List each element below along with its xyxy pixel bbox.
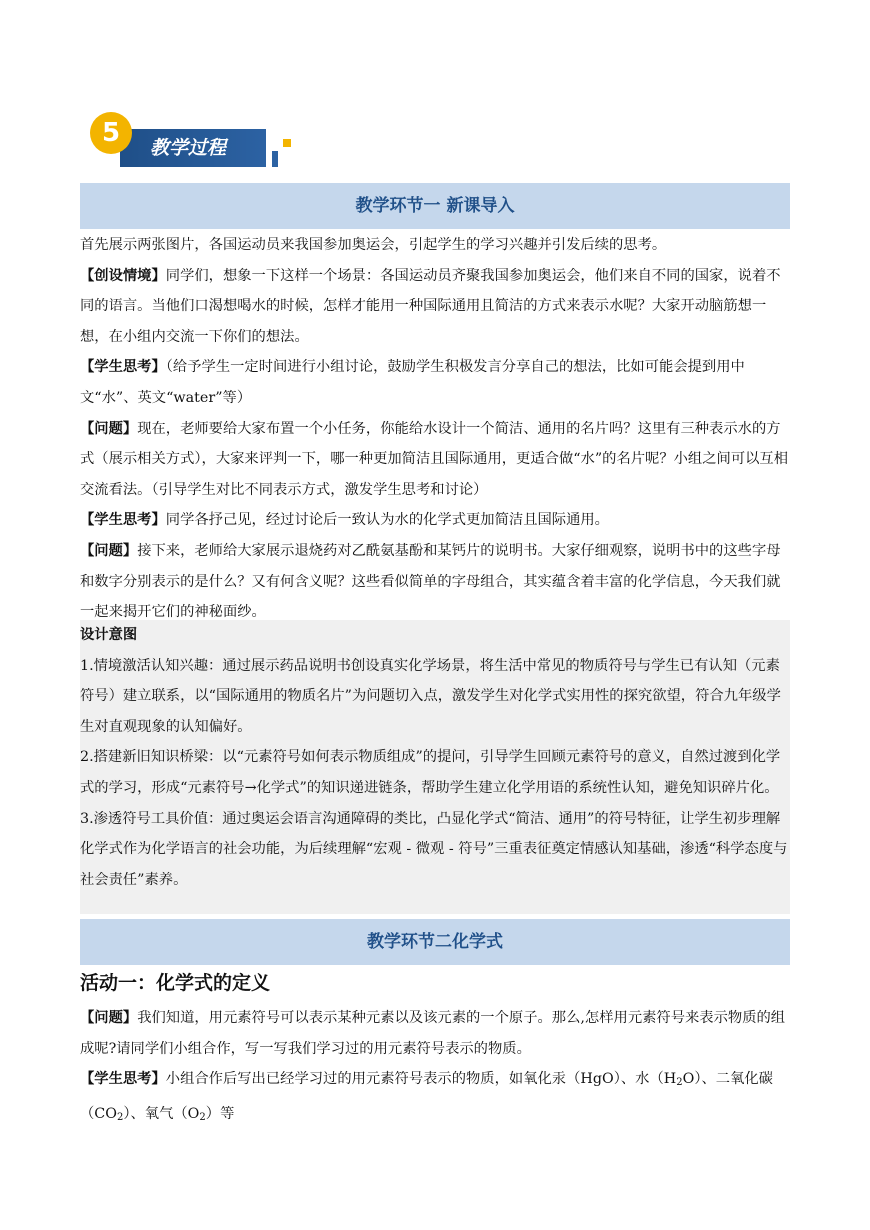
- decor-stripe: [272, 151, 278, 167]
- section-number: 5: [90, 112, 132, 154]
- paragraph: 首先展示两张图片，各国运动员来我国参加奥运会，引起学生的学习兴趣并引发后续的思考。: [80, 237, 667, 253]
- activity-title: 活动一：化学式的定义: [80, 972, 271, 994]
- design-intent-title: 设计意图: [80, 627, 138, 643]
- design-intent-item: 2.搭建新旧知识桥梁：以“元素符号如何表示物质组成”的提问，引导学生回顾元素符号的意义，自然过渡到化学式的学习，形成“元素符号→化学式”的知识递进链条，帮助学生建立化学用语的系统性认知，避免知识碎片化。: [80, 749, 781, 796]
- paragraph: 【学生思考】（给予学生一定时间进行小组讨论，鼓励学生积极发言分享自己的想法，比如可能会提到用中文“水”、英文“water”等）: [80, 359, 745, 406]
- design-intent-item: 3.渗透符号工具价值：通过奥运会语言沟通障碍的类比，凸显化学式“简洁、通用”的符号特征，让学生初步理解化学式作为化学语言的社会功能，为后续理解“宏观 - 微观 - 符号”三重表征奠定情感认知基础，渗透“科学态度与社会责任”素养。: [80, 810, 788, 888]
- section2-body: [80, 1003, 792, 1133]
- section1-body: [80, 230, 792, 628]
- section-title: 教学过程: [150, 137, 227, 159]
- paragraph: 【问题】接下来，老师给大家展示退烧药对乙酰氨基酚和某钙片的说明书。大家仔细观察，说明书中的这些字母和数字分别表示的是什么？又有何含义呢？这些看似简单的字母组合，其实蕴含着丰富的化学信息，今天我们就一起来揭开它们的神秘面纱。: [80, 542, 781, 621]
- section1-banner: 教学环节一 新课导入: [80, 183, 790, 229]
- paragraph: 【问题】现在，老师要给大家布置一个小任务，你能给水设计一个简洁、通用的名片吗？这里有三种表示水的方式（展示相关方式），大家来评判一下，哪一种更加简洁且国际通用，更适合做“水”的名片呢？小组之间可以互相交流看法。（引导学生对比不同表示方式，激发学生思考和讨论）: [80, 420, 789, 498]
- decor-dot: [283, 139, 291, 147]
- section-badge: [90, 112, 290, 172]
- section-title-bar: [120, 129, 266, 167]
- paragraph: 【创设情境】同学们，想象一下这样一个场景：各国运动员齐聚我国参加奥运会，他们来自不同的国家，说着不同的语言。当他们口渴想喝水的时候，怎样才能用一种国际通用且简洁的方式来表示水呢？大家开动脑筋想一想，在小组内交流一下你们的想法。: [80, 267, 781, 345]
- paragraph: 【问题】我们知道，用元素符号可以表示某种元素以及该元素的一个原子。那么,怎样用元素符号来表示物质的组成呢?请同学们小组合作，写一写我们学习过的用元素符号表示的物质。: [80, 1010, 786, 1057]
- design-intent-item: 1.情境激活认知兴趣：通过展示药品说明书创设真实化学场景，将生活中常见的物质符号与学生已有认知（元素符号）建立联系，以“国际通用的物质名片”为问题切入点，激发学生对化学式实用性的探究欲望，符合九年级学生对直观现象的认知偏好。: [80, 657, 781, 735]
- paragraph: 【学生思考】同学各抒己见，经过讨论后一致认为水的化学式更加简洁且国际通用。: [80, 512, 609, 529]
- design-intent-box: [80, 620, 790, 914]
- paragraph: 【学生思考】小组合作后写出已经学习过的用元素符号表示的物质，如氧化汞（HgO）、水$(H_2O)$、二氧化碳$(CO_2)$、氧气$(O_2)$等: [80, 1071, 773, 1123]
- section2-banner: 教学环节二化学式: [80, 919, 790, 965]
